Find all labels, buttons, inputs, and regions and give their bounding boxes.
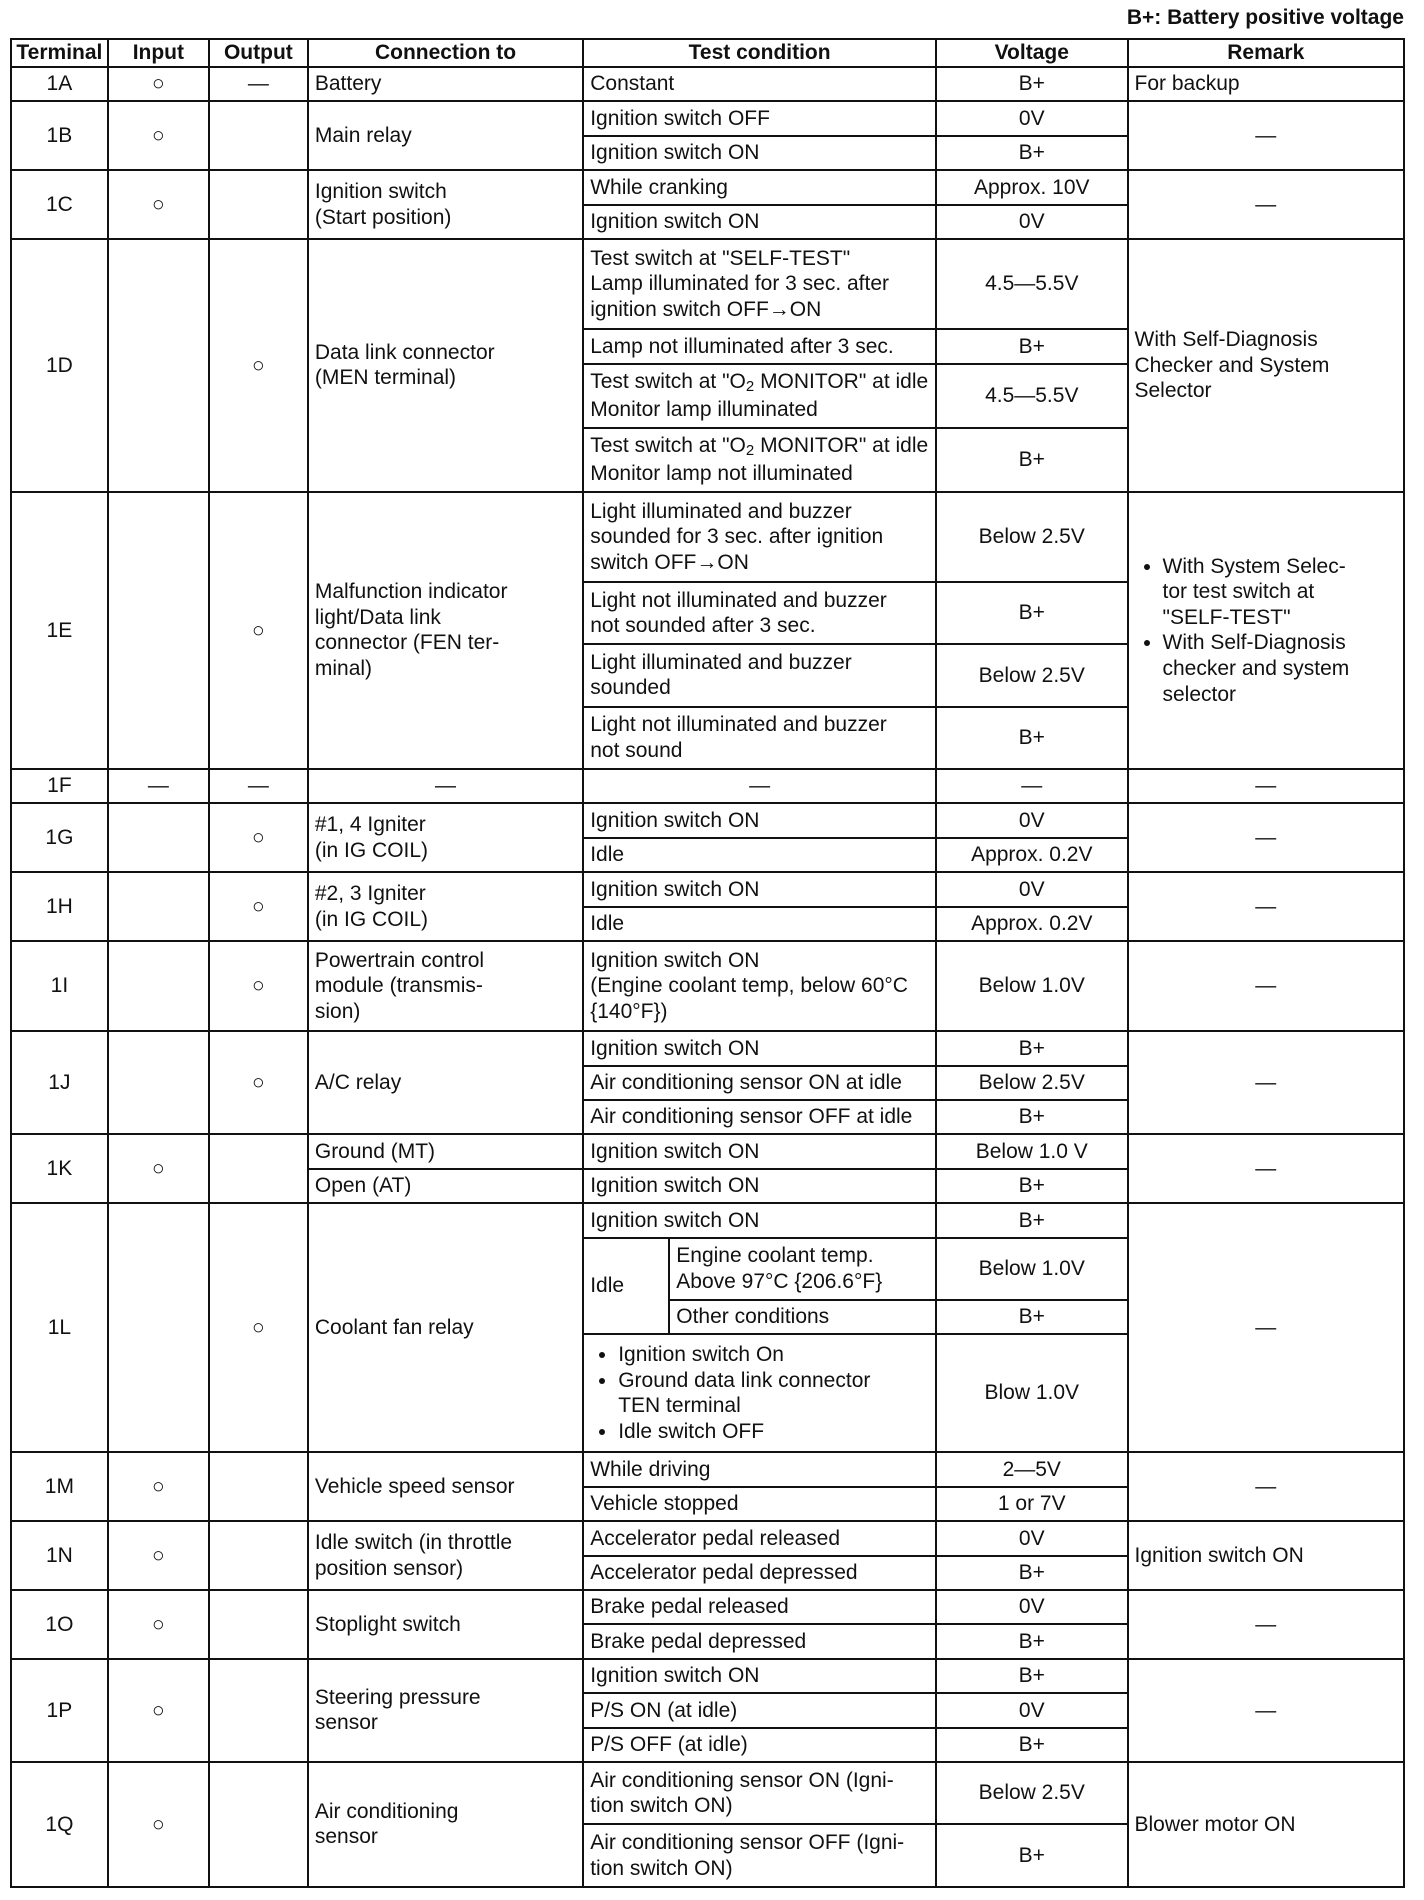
test-condition-cell (583, 941, 936, 1031)
test-condition-cell (583, 239, 936, 329)
test-line: TEN terminal (618, 1394, 741, 1418)
terminal-cell: 1E (11, 492, 108, 769)
voltage-cell: B+ (936, 329, 1127, 363)
output-circle-mark: ○ (209, 803, 308, 872)
voltage-cell: 1 or 7V (936, 1487, 1127, 1521)
remark-cell: Blower motor ON (1128, 1762, 1405, 1887)
remark-dash-mark: — (1128, 1031, 1405, 1134)
test-condition-cell: Air conditioning sensor ON at idle (583, 1066, 936, 1100)
test-line: Ignition switch ON (590, 948, 760, 972)
test-condition-cell: Ignition switch ON (583, 1203, 936, 1237)
test-line (590, 433, 929, 460)
test-condition-cell: Ignition switch OFF (583, 101, 936, 135)
connection-line: #2, 3 Igniter (314, 881, 426, 905)
output-cell (209, 101, 308, 170)
test-line: Lamp illuminated for 3 sec. after (590, 272, 890, 296)
table-row (11, 1452, 1404, 1486)
test-condition-cell: Ignition switch ON (583, 205, 936, 239)
voltage-cell: B+ (936, 1169, 1127, 1203)
test-condition-cell: While cranking (583, 170, 936, 204)
remark-cell: Ignition switch ON (1128, 1521, 1405, 1590)
output-cell (209, 1521, 308, 1590)
voltage-cell: 0V (936, 803, 1127, 837)
col-header-voltage: Voltage (936, 39, 1127, 67)
table-row (11, 492, 1404, 582)
output-circle-mark: ○ (209, 872, 308, 941)
voltage-cell: Below 1.0V (936, 941, 1127, 1031)
voltage-cell: B+ (936, 136, 1127, 170)
remark-line: checker and system (1162, 657, 1350, 680)
input-cell (108, 941, 209, 1031)
subscript-text: 2 (745, 442, 755, 460)
test-line: Engine coolant temp. (676, 1244, 874, 1268)
output-cell (209, 1452, 308, 1521)
remark-dash-mark: — (1128, 1659, 1405, 1762)
test-bullet: • Idle switch OFF (618, 1419, 929, 1445)
connection-cell: Coolant fan relay (308, 1203, 583, 1452)
output-circle-mark: ○ (209, 1203, 308, 1452)
remark-bullet (1163, 630, 1398, 707)
test-text: MONITOR" at idle (754, 370, 929, 394)
connection-line: Idle switch (in throttle (314, 1530, 513, 1554)
connection-line: connector (FEN ter- (314, 631, 500, 655)
voltage-cell: B+ (936, 1100, 1127, 1134)
remark-line: selector (1162, 682, 1237, 706)
idle-label-cell: Idle (583, 1238, 669, 1335)
output-circle-mark: ○ (209, 492, 308, 769)
input-circle-mark: ○ (108, 170, 209, 239)
remark-cell (1128, 239, 1405, 492)
connection-line: (in IG COIL) (314, 907, 429, 931)
test-condition-cell (583, 1334, 936, 1452)
terminal-cell: 1M (11, 1452, 108, 1521)
voltage-cell: B+ (936, 428, 1127, 492)
connection-line: Steering pressure (314, 1685, 481, 1709)
connection-cell (308, 1659, 583, 1762)
test-condition-cell: Constant (583, 67, 936, 101)
remark-dash-mark: — (1128, 1203, 1405, 1452)
test-condition-cell (583, 1824, 936, 1887)
voltage-cell: B+ (936, 1659, 1127, 1693)
table-row (11, 941, 1404, 1031)
remark-cell (1128, 492, 1405, 769)
test-line: Light illuminated and buzzer (590, 499, 852, 523)
output-circle-mark: ○ (209, 239, 308, 492)
voltage-cell: Below 2.5V (936, 644, 1127, 706)
voltage-cell: Below 2.5V (936, 1066, 1127, 1100)
test-line: Light not illuminated and buzzer (590, 588, 887, 612)
connection-cell: Main relay (308, 101, 583, 170)
voltage-cell: 0V (936, 101, 1127, 135)
terminal-cell: 1B (11, 101, 108, 170)
remark-line: With Self-Diagnosis (1134, 328, 1318, 352)
test-condition-cell: Idle (583, 907, 936, 941)
output-cell (209, 170, 308, 239)
voltage-cell: B+ (936, 1624, 1127, 1658)
terminal-cell: 1H (11, 872, 108, 941)
test-line: switch OFF→ON (590, 550, 749, 574)
terminal-cell: 1K (11, 1134, 108, 1203)
test-line: Air conditioning sensor ON (Igni- (590, 1768, 894, 1792)
test-condition-cell (583, 707, 936, 769)
col-header-remark: Remark (1128, 39, 1405, 67)
input-circle-mark: ○ (108, 67, 209, 101)
input-cell (108, 492, 209, 769)
test-condition-cell: Ignition switch ON (583, 1169, 936, 1203)
test-condition-cell: Ignition switch ON (583, 803, 936, 837)
output-dash-mark: — (209, 67, 308, 101)
test-line: tion switch ON) (590, 1794, 733, 1818)
connection-cell (308, 872, 583, 941)
terminal-cell: 1C (11, 170, 108, 239)
voltage-cell: 0V (936, 1521, 1127, 1555)
connection-cell: Battery (308, 67, 583, 101)
voltage-cell: B+ (936, 67, 1127, 101)
table-row (11, 769, 1404, 803)
terminal-cell: 1P (11, 1659, 108, 1762)
connection-line: light/Data link (314, 605, 441, 629)
voltage-cell: 4.5—5.5V (936, 239, 1127, 329)
input-dash-mark: — (108, 769, 209, 803)
test-condition-cell: Brake pedal depressed (583, 1624, 936, 1658)
col-header-terminal: Terminal (11, 39, 108, 67)
table-row (11, 1521, 1404, 1555)
voltage-cell: Below 2.5V (936, 492, 1127, 582)
table-row (11, 872, 1404, 906)
voltage-cell: Below 1.0V (936, 1238, 1127, 1300)
table-row (11, 67, 1404, 101)
test-bullet (618, 1368, 929, 1419)
voltage-cell: B+ (936, 707, 1127, 769)
table-row (11, 1031, 1404, 1065)
remark-dash-mark: — (1128, 1590, 1405, 1659)
voltage-dash-mark: — (936, 769, 1127, 803)
test-line: not sounded after 3 sec. (590, 614, 816, 638)
connection-dash-mark: — (308, 769, 583, 803)
input-cell (108, 239, 209, 492)
terminal-cell: 1G (11, 803, 108, 872)
connection-line: (Start position) (314, 205, 452, 229)
remark-line: Checker and System (1134, 353, 1330, 377)
test-line: sounded (590, 676, 671, 700)
voltage-cell: 0V (936, 1590, 1127, 1624)
table-row (11, 1134, 1404, 1168)
remark-dash-mark: — (1128, 769, 1405, 803)
test-condition-cell: Idle (583, 838, 936, 872)
connection-cell: Vehicle speed sensor (308, 1452, 583, 1521)
test-line: tion switch ON) (590, 1856, 733, 1880)
voltage-cell: Approx. 0.2V (936, 838, 1127, 872)
remark-dash-mark: — (1128, 1452, 1405, 1521)
voltage-cell: 0V (936, 205, 1127, 239)
remark-bullet-list (1135, 554, 1398, 708)
test-condition-cell: Vehicle stopped (583, 1487, 936, 1521)
remark-line: tor test switch at (1162, 580, 1315, 604)
connection-line: sensor (314, 1711, 378, 1735)
output-cell (209, 1762, 308, 1887)
voltage-cell: B+ (936, 1728, 1127, 1762)
test-condition-cell: Other conditions (669, 1300, 936, 1334)
terminal-cell: 1J (11, 1031, 108, 1134)
voltage-cell: Below 2.5V (936, 1762, 1127, 1824)
voltage-cell: Below 1.0 V (936, 1134, 1127, 1168)
subscript-text: 2 (745, 378, 755, 396)
input-cell (108, 803, 209, 872)
output-cell (209, 1134, 308, 1203)
connection-cell (308, 239, 583, 492)
output-cell (209, 1590, 308, 1659)
input-circle-mark: ○ (108, 1590, 209, 1659)
input-circle-mark: ○ (108, 1134, 209, 1203)
input-circle-mark: ○ (108, 1521, 209, 1590)
test-condition-cell: While driving (583, 1452, 936, 1486)
test-condition-cell: Ignition switch ON (583, 1659, 936, 1693)
connection-cell (308, 1521, 583, 1590)
terminal-voltage-table (10, 38, 1405, 1888)
remark-dash-mark: — (1128, 872, 1405, 941)
terminal-cell: 1Q (11, 1762, 108, 1887)
table-row (11, 1762, 1404, 1824)
connection-line: minal) (314, 657, 373, 680)
connection-line: Data link connector (314, 340, 495, 364)
test-condition-cell: Ignition switch ON (583, 872, 936, 906)
output-circle-mark: ○ (209, 1031, 308, 1134)
test-condition-cell: Accelerator pedal released (583, 1521, 936, 1555)
test-text: Test switch at "O (590, 370, 746, 394)
remark-line: "SELF-TEST" (1162, 605, 1291, 629)
test-line: Test switch at "SELF-TEST" (590, 246, 851, 270)
table-row (11, 1590, 1404, 1624)
connection-cell: Open (AT) (308, 1169, 583, 1203)
connection-line: (in IG COIL) (314, 838, 429, 862)
input-circle-mark: ○ (108, 1659, 209, 1762)
connection-line: sion) (314, 999, 361, 1023)
terminal-cell: 1O (11, 1590, 108, 1659)
test-line: Monitor lamp not illuminated (590, 461, 853, 485)
terminal-cell: 1F (11, 769, 108, 803)
test-text: MONITOR" at idle (754, 434, 929, 458)
connection-cell: A/C relay (308, 1031, 583, 1134)
voltage-cell: B+ (936, 582, 1127, 644)
input-cell (108, 872, 209, 941)
header-row (11, 39, 1404, 67)
terminal-cell: 1I (11, 941, 108, 1031)
test-line: sounded for 3 sec. after ignition (590, 525, 884, 549)
test-bullet: • Ignition switch On (618, 1342, 929, 1368)
remark-cell: For backup (1128, 67, 1405, 101)
test-condition-cell: Ignition switch ON (583, 1134, 936, 1168)
connection-line: Ignition switch (314, 180, 447, 204)
connection-cell: Ground (MT) (308, 1134, 583, 1168)
remark-dash-mark: — (1128, 170, 1405, 239)
test-condition-cell (583, 582, 936, 644)
remark-dash-mark: — (1128, 101, 1405, 170)
col-header-output: Output (209, 39, 308, 67)
test-condition-cell: Accelerator pedal depressed (583, 1556, 936, 1590)
table-row (11, 1659, 1404, 1693)
col-header-test-condition: Test condition (583, 39, 936, 67)
table-row (11, 170, 1404, 204)
test-condition-cell: Lamp not illuminated after 3 sec. (583, 329, 936, 363)
input-circle-mark: ○ (108, 1762, 209, 1887)
test-condition-cell: Brake pedal released (583, 1590, 936, 1624)
connection-line: Malfunction indicator (314, 580, 508, 604)
input-circle-mark: ○ (108, 101, 209, 170)
test-condition-cell: Ignition switch ON (583, 1031, 936, 1065)
remark-bullet (1163, 554, 1398, 631)
test-text: Test switch at "O (590, 434, 746, 458)
terminal-cell: 1D (11, 239, 108, 492)
test-line: (Engine coolant temp, below 60°C (590, 974, 908, 998)
connection-line: sensor (314, 1825, 378, 1849)
input-circle-mark: ○ (108, 1452, 209, 1521)
voltage-cell: B+ (936, 1556, 1127, 1590)
test-condition-cell: Ignition switch ON (583, 136, 936, 170)
test-line (590, 369, 929, 396)
voltage-cell: B+ (936, 1203, 1127, 1237)
connection-line: module (transmis- (314, 974, 483, 998)
test-condition-cell: P/S ON (at idle) (583, 1693, 936, 1727)
test-line: Light not illuminated and buzzer (590, 713, 887, 737)
test-condition-cell (583, 364, 936, 428)
voltage-cell: B+ (936, 1031, 1127, 1065)
voltage-cell: 0V (936, 1693, 1127, 1727)
test-condition-cell (669, 1238, 936, 1300)
test-bullet-list (590, 1342, 929, 1444)
col-header-connection: Connection to (308, 39, 583, 67)
output-circle-mark: ○ (209, 941, 308, 1031)
terminal-cell: 1L (11, 1203, 108, 1452)
voltage-cell: 4.5—5.5V (936, 364, 1127, 428)
test-line: ignition switch OFF→ON (590, 297, 822, 321)
test-line: {140°F}) (590, 999, 668, 1023)
test-condition-cell: Air conditioning sensor OFF at idle (583, 1100, 936, 1134)
remark-line: • With Self-Diagnosis (1162, 631, 1346, 655)
test-condition-cell (583, 492, 936, 582)
output-cell (209, 1659, 308, 1762)
remark-dash-mark: — (1128, 803, 1405, 872)
test-line: not sound (590, 738, 683, 762)
connection-cell (308, 1762, 583, 1887)
connection-cell (308, 803, 583, 872)
connection-line: Powertrain control (314, 948, 485, 972)
test-condition-cell (583, 1762, 936, 1824)
table-row (11, 239, 1404, 329)
connection-line: position sensor) (314, 1556, 464, 1580)
connection-cell (308, 170, 583, 239)
connection-line: #1, 4 Igniter (314, 813, 426, 837)
voltage-cell: B+ (936, 1300, 1127, 1334)
table-row (11, 803, 1404, 837)
voltage-cell: 2—5V (936, 1452, 1127, 1486)
test-condition-cell: P/S OFF (at idle) (583, 1728, 936, 1762)
output-dash-mark: — (209, 769, 308, 803)
test-condition-cell (583, 428, 936, 492)
voltage-cell: Approx. 0.2V (936, 907, 1127, 941)
test-condition-dash-mark: — (583, 769, 936, 803)
test-condition-cell (583, 644, 936, 706)
input-cell (108, 1203, 209, 1452)
input-cell (108, 1031, 209, 1134)
terminal-cell: 1A (11, 67, 108, 101)
connection-line: Air conditioning (314, 1799, 459, 1823)
voltage-cell: Blow 1.0V (936, 1334, 1127, 1452)
remark-line: Selector (1134, 379, 1212, 403)
table-row (11, 1203, 1404, 1237)
voltage-note: B+: Battery positive voltage (1126, 6, 1404, 29)
connection-line: (MEN terminal) (314, 366, 457, 390)
test-line: Above 97°C {206.6°F} (676, 1269, 883, 1293)
col-header-input: Input (108, 39, 209, 67)
connection-cell (308, 492, 583, 769)
remark-line: • With System Selec- (1162, 554, 1346, 578)
voltage-cell: B+ (936, 1824, 1127, 1887)
test-line: Monitor lamp illuminated (590, 397, 818, 421)
voltage-cell: Approx. 10V (936, 170, 1127, 204)
connection-cell (308, 941, 583, 1031)
remark-dash-mark: — (1128, 1134, 1405, 1203)
test-line: Light illuminated and buzzer (590, 650, 852, 674)
test-line: Air conditioning sensor OFF (Igni- (590, 1831, 905, 1855)
test-line: • Ground data link connector (618, 1368, 871, 1392)
terminal-cell: 1N (11, 1521, 108, 1590)
voltage-cell: 0V (936, 872, 1127, 906)
connection-cell: Stoplight switch (308, 1590, 583, 1659)
remark-dash-mark: — (1128, 941, 1405, 1031)
table-row (11, 101, 1404, 135)
